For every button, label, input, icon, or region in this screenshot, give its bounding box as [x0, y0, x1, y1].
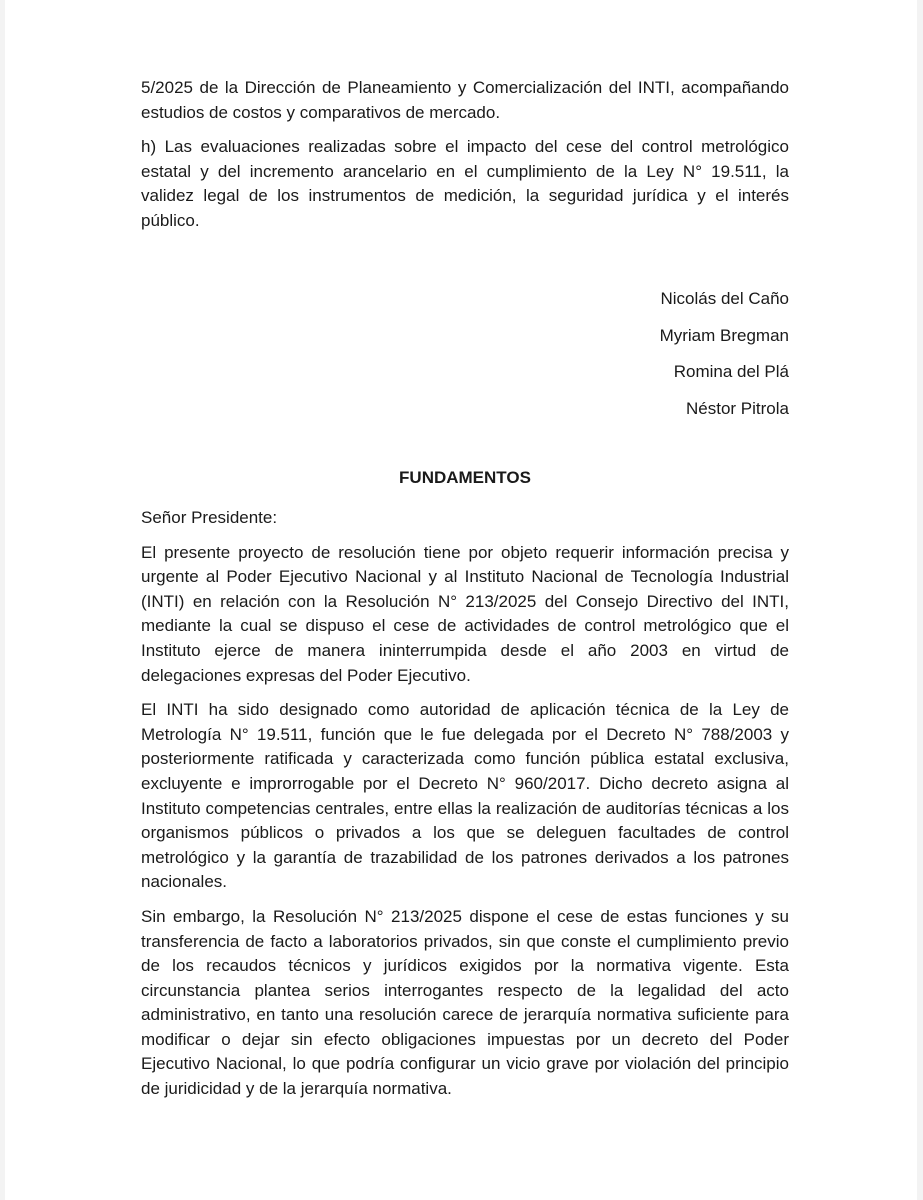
fundamentos-section: [141, 506, 789, 1102]
signer-name: Néstor Pitrola: [686, 398, 789, 418]
signers-block: [660, 281, 789, 427]
signer-name: Romina del Plá: [673, 362, 789, 381]
signer-name: Nicolás del Caño: [660, 289, 789, 308]
document-body: [141, 76, 789, 1099]
paragraph-item-h: h) Las evaluaciones realizadas sobre el impacto del cese del control metrológico estatal y del incremento arancelario en el cumplimiento de la Ley N° 19.511, la validez legal de los instrumentos de medición, la seguridad jurídica y el interés público.: [141, 137, 789, 230]
fundamentos-paragraph: El INTI ha sido designado como autoridad de aplicación técnica de la Ley de Metrología N° 19.511, función que le fue delegada por el Decreto N° 788/2003 y posteriormente ratificada y caracterizada como función pública estatal exclusiva, excluyente e improrrogable por el Decreto N° 960/2017. Dicho decreto asigna al Instituto competencias centrales, entre ellas la realización de auditorías técnicas a los organismos públicos o privados a los que se deleguen facultades de control metrológico y la garantía de trazabilidad de los patrones derivados a los patrones nacionales.: [141, 700, 789, 892]
paragraph-continuation: 5/2025 de la Dirección de Planeamiento y Comercialización del INTI, acompañando estudios de costos y comparativos de mercado.: [141, 78, 789, 122]
salutation: Señor Presidente:: [141, 508, 278, 527]
section-heading: FUNDAMENTOS: [399, 468, 531, 487]
fundamentos-paragraph: Sin embargo, la Resolución N° 213/2025 dispone el cese de estas funciones y su transferencia de facto a laboratorios privados, sin que conste el cumplimiento previo de los recaudos técnicos y jurídicos exigidos por la normativa vigente. Esta circunstancia plantea serios interrogantes respecto de la legalidad del acto administrativo, en tanto una resolución carece de jerarquía normativa suficiente para modificar o dejar sin efecto obligaciones impuestas por un decreto del Poder Ejecutivo Nacional, lo que podría configurar un vicio grave por violación del principio de juridicidad y de la jerarquía normativa.: [141, 906, 789, 1099]
signer-name: Myriam Bregman: [659, 325, 789, 345]
fundamentos-paragraph: El presente proyecto de resolución tiene por objeto requerir información precisa y urgente al Poder Ejecutivo Nacional y al Instituto Nacional de Tecnología Industrial (INTI) en relación con la Resolución N° 213/2025 del Consejo Directivo del INTI, mediante la cual se dispuso el cese de actividades de control metrológico que el Instituto ejerce de manera ininterrumpida desde el año 2003 en virtud de delegaciones expresas del Poder Ejecutivo.: [141, 542, 789, 685]
document-page: [5, 0, 917, 1200]
